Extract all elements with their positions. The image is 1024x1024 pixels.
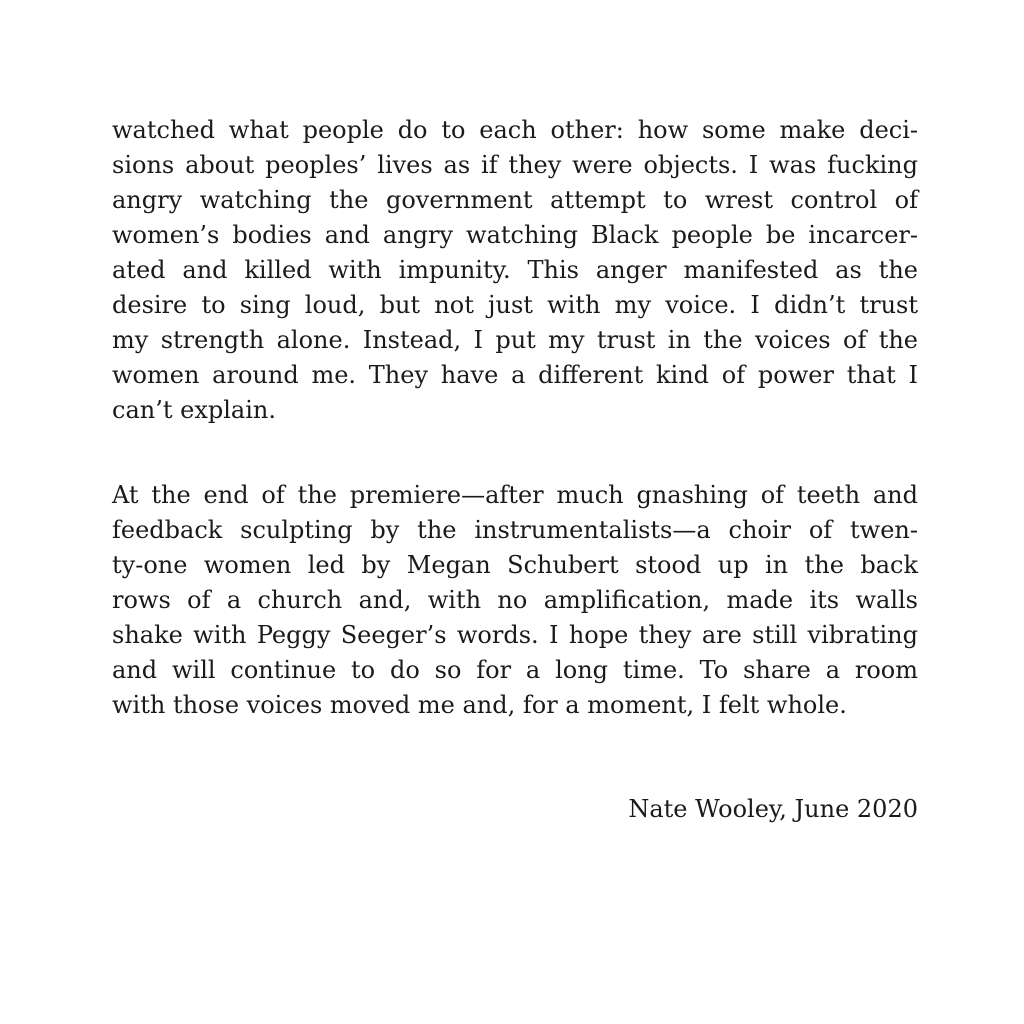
paragraph-2 xyxy=(112,478,918,723)
text-line: with those voices moved me and, for a moment, I felt whole. xyxy=(112,691,847,719)
text-line: angry watching the government attempt to wrest control of xyxy=(112,186,918,214)
text-line: women around me. They have a different kind of power that I xyxy=(112,361,918,389)
paragraph-1 xyxy=(112,113,918,428)
text-line: my strength alone. Instead, I put my trust in the voices of the xyxy=(112,326,918,354)
text-line: women’s bodies and angry watching Black people be incarcer- xyxy=(112,221,918,249)
text-line: At the end of the premiere—after much gnashing of teeth and xyxy=(112,481,918,509)
text-line: ated and killed with impunity. This anger manifested as the xyxy=(112,256,918,284)
text-line: desire to sing loud, but not just with my voice. I didn’t trust xyxy=(112,291,918,319)
text-line: can’t explain. xyxy=(112,396,276,424)
text-line: and will continue to do so for a long time. To share a room xyxy=(112,656,918,684)
text-line: sions about peoples’ lives as if they were objects. I was fucking xyxy=(112,151,918,179)
text-line: shake with Peggy Seeger’s words. I hope they are still vibrating xyxy=(112,621,918,649)
author-signature: Nate Wooley, June 2020 xyxy=(628,795,918,823)
text-line: ty-one women led by Megan Schubert stood up in the back xyxy=(112,551,918,579)
text-line: rows of a church and, with no amplification, made its walls xyxy=(112,586,918,614)
text-line: watched what people do to each other: how some make deci- xyxy=(112,116,918,144)
text-line: feedback sculpting by the instrumentalists—a choir of twen- xyxy=(112,516,918,544)
